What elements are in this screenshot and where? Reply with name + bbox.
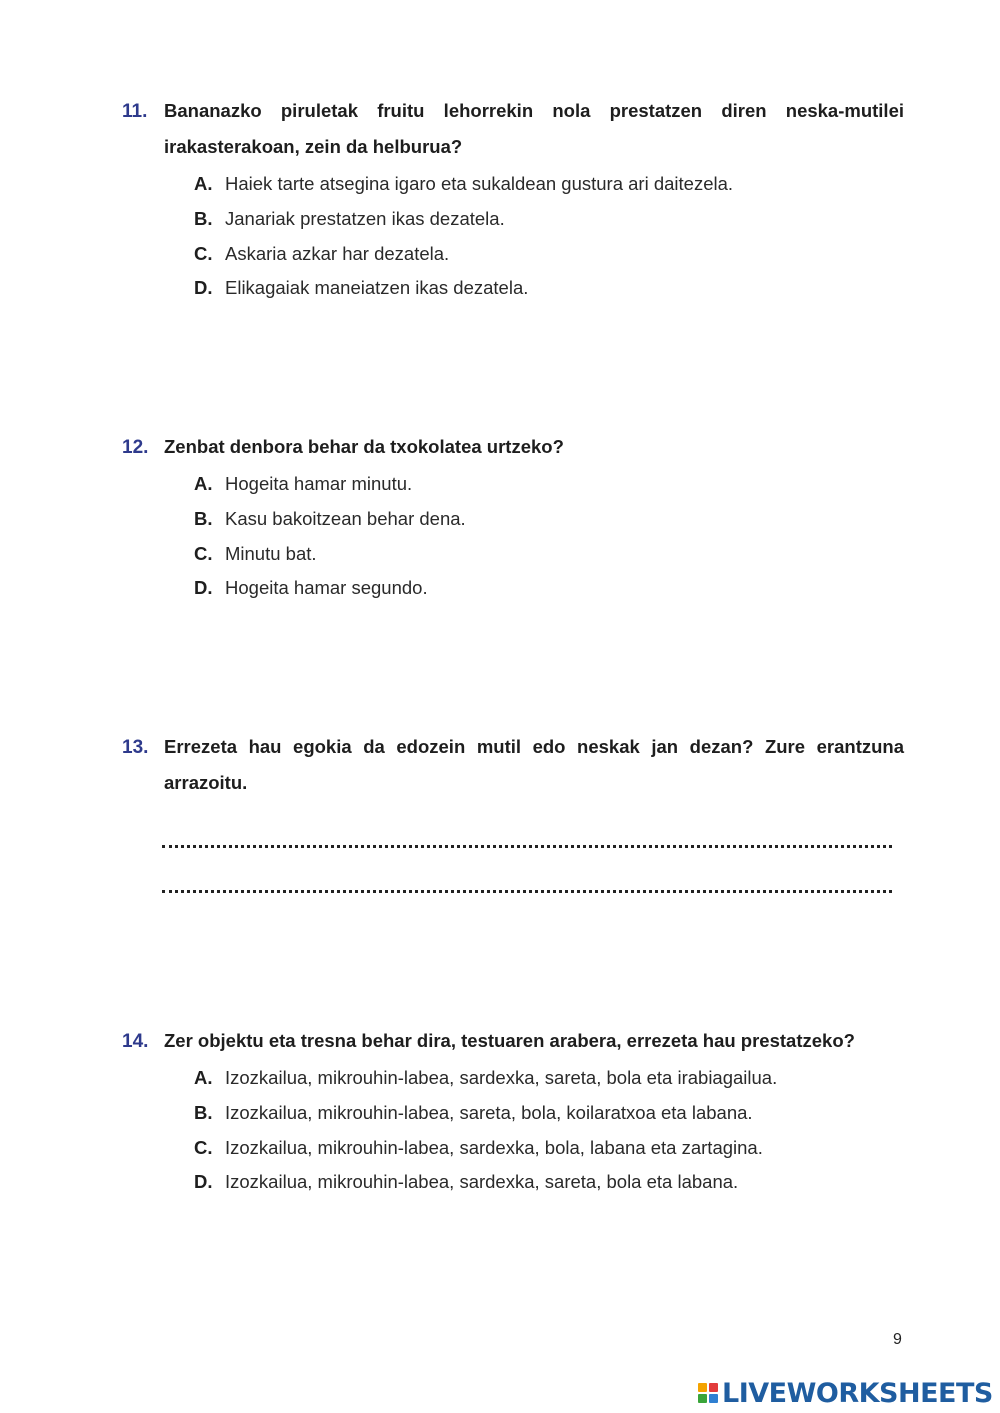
option-text: Haiek tarte atsegina igaro eta sukaldean gustura ari daitezela. bbox=[225, 173, 734, 194]
question-text: Zer objektu eta tresna behar dira, testuaren arabera, errezeta hau prestatzeko? bbox=[164, 1030, 855, 1051]
question-12 bbox=[122, 437, 904, 606]
option-letter: D. bbox=[194, 577, 213, 599]
option-d[interactable] bbox=[194, 571, 904, 606]
question-number: 13. bbox=[122, 737, 149, 758]
option-letter: A. bbox=[194, 473, 213, 494]
liveworksheets-logo[interactable] bbox=[698, 1378, 993, 1408]
option-text: Izozkailua, mikrouhin-labea, sardexka, sareta, bola eta irabiagailua. bbox=[225, 1067, 778, 1088]
option-text: Kasu bakoitzean behar dena. bbox=[225, 507, 466, 529]
logo-grid-icon bbox=[698, 1383, 718, 1403]
question-number: 14. bbox=[122, 1031, 149, 1052]
option-text: Hogeita hamar segundo. bbox=[225, 577, 428, 599]
option-c[interactable] bbox=[194, 237, 904, 272]
option-letter: D. bbox=[194, 1171, 213, 1193]
question-14 bbox=[122, 1031, 904, 1200]
option-letter: B. bbox=[194, 1101, 213, 1123]
options-list bbox=[194, 167, 904, 306]
question-text: Bananazko piruletak fruitu lehorrekin nola prestatzen diren neska-mutilei irakasterakoan, zein da helburua? bbox=[164, 100, 904, 157]
option-letter: A. bbox=[194, 1067, 213, 1088]
option-b[interactable] bbox=[194, 202, 904, 237]
option-text: Izozkailua, mikrouhin-labea, sareta, bola, koilaratxoa eta labana. bbox=[225, 1101, 753, 1123]
option-a[interactable] bbox=[194, 1061, 904, 1096]
page-number: 9 bbox=[893, 1331, 902, 1348]
option-d[interactable] bbox=[194, 271, 904, 306]
option-letter: A. bbox=[194, 173, 213, 194]
option-letter: C. bbox=[194, 1136, 213, 1158]
option-letter: D. bbox=[194, 277, 213, 299]
option-text: Minutu bat. bbox=[225, 542, 317, 564]
question-text: Zenbat denbora behar da txokolatea urtzeko? bbox=[164, 436, 564, 457]
option-text: Askaria azkar har dezatela. bbox=[225, 242, 450, 264]
question-number: 12. bbox=[122, 437, 149, 458]
option-a[interactable] bbox=[194, 167, 904, 202]
option-text: Hogeita hamar minutu. bbox=[225, 473, 413, 494]
option-letter: C. bbox=[194, 542, 213, 564]
option-a[interactable] bbox=[194, 467, 904, 502]
answer-line-1[interactable] bbox=[162, 845, 892, 848]
question-number: 11. bbox=[122, 101, 148, 122]
answer-line-2[interactable] bbox=[162, 890, 892, 893]
option-c[interactable] bbox=[194, 537, 904, 572]
option-b[interactable] bbox=[194, 1096, 904, 1131]
option-letter: B. bbox=[194, 207, 213, 229]
option-b[interactable] bbox=[194, 502, 904, 537]
option-text: Izozkailua, mikrouhin-labea, sardexka, bola, labana eta zartagina. bbox=[225, 1136, 763, 1158]
options-list bbox=[194, 1061, 904, 1200]
option-text: Janariak prestatzen ikas dezatela. bbox=[225, 207, 505, 229]
question-11 bbox=[122, 101, 904, 306]
option-text: Elikagaiak maneiatzen ikas dezatela. bbox=[225, 277, 529, 299]
option-letter: B. bbox=[194, 507, 213, 529]
question-text: Errezeta hau egokia da edozein mutil edo neskak jan dezan? Zure erantzuna arrazoitu. bbox=[164, 736, 904, 793]
option-c[interactable] bbox=[194, 1131, 904, 1166]
options-list bbox=[194, 467, 904, 606]
logo-text: LIVEWORKSHEETS bbox=[722, 1377, 993, 1409]
question-13 bbox=[122, 737, 904, 801]
option-text: Izozkailua, mikrouhin-labea, sardexka, sareta, bola eta labana. bbox=[225, 1171, 739, 1193]
option-d[interactable] bbox=[194, 1165, 904, 1200]
option-letter: C. bbox=[194, 242, 213, 264]
